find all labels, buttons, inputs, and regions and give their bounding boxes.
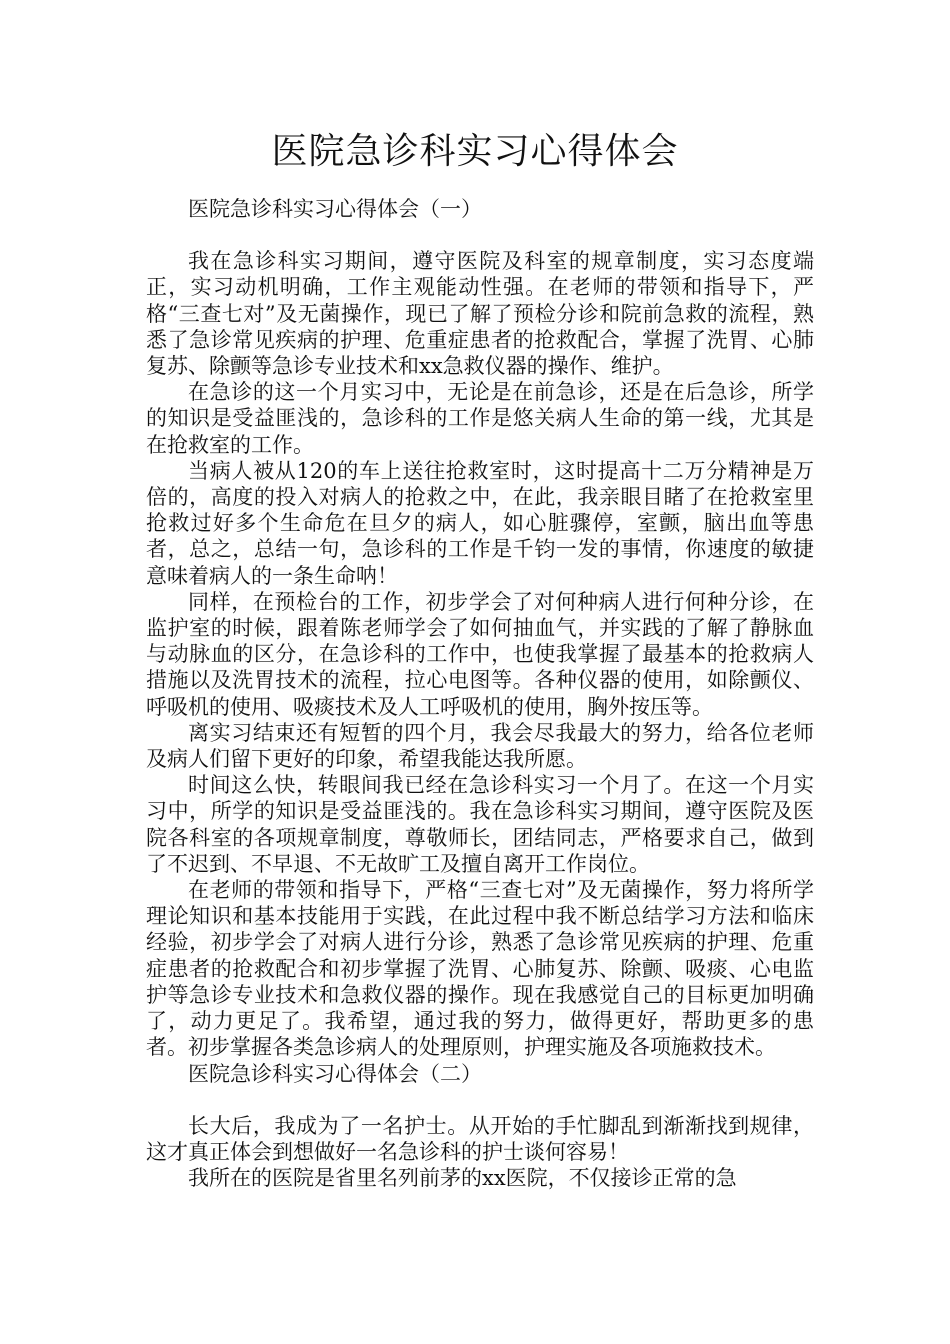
section-heading-1: 医院急诊科实习心得体会（一） xyxy=(188,197,482,221)
paragraph: 我所在的医院是省里名列前茅的xx医院，不仅接诊正常的急 xyxy=(188,1166,737,1191)
paragraph: 长大后，我成为了一名护士。从开始的手忙脚乱到渐渐找到规律，这才真正体会到想做好一名急诊科的护士谈何容易！ xyxy=(146,1113,814,1164)
document-title: 医院急诊科实习心得体会 xyxy=(271,131,679,172)
paragraph: 同样，在预检台的工作，初步学会了对何种病人进行何种分诊，在监护室的时候，跟着陈老师学会了如何抽血气，并实践的了解了静脉血与动脉血的区分，在急诊科的工作中，也使我掌握了最基本的抢救病人措施以及洗胃技术的流程，拉心电图等。各种仪器的使用，如除颤仪、呼吸机的使用、吸痰技术及人工呼吸机的使用，胸外按压等。 xyxy=(146,589,814,719)
paragraph: 时间这么快，转眼间我已经在急诊科实习一个月了。在这一个月实习中，所学的知识是受益匪浅的。我在急诊科实习期间，遵守医院及医院各科室的各项规章制度，尊敬师长，团结同志，严格要求自己，做到了不迟到、不早退、不无故旷工及擅自离开工作岗位。 xyxy=(146,773,814,876)
paragraph: 在急诊的这一个月实习中，无论是在前急诊，还是在后急诊，所学的知识是受益匪浅的，急诊科的工作是悠关病人生命的第一线，尤其是在抢救室的工作。 xyxy=(146,380,814,457)
section-heading-2: 医院急诊科实习心得体会（二） xyxy=(188,1061,482,1086)
paragraph: 离实习结束还有短暂的四个月，我会尽我最大的努力，给各位老师及病人们留下更好的印象，希望我能达我所愿。 xyxy=(146,720,814,772)
paragraph: 我在急诊科实习期间，遵守医院及科室的规章制度，实习态度端正，实习动机明确，工作主观能动性强。在老师的带领和指导下，严格“三查七对”及无菌操作，现已了解了预检分诊和院前急救的流程，熟悉了急诊常见疾病的护理、危重症患者的抢救配合，掌握了洗胃、心肺复苏、除颤等急诊专业技术和xx急救仪器的操作、维护。 xyxy=(146,249,814,379)
paragraph: 在老师的带领和指导下，严格“三查七对”及无菌操作，努力将所学理论知识和基本技能用于实践，在此过程中我不断总结学习方法和临床经验，初步学会了对病人进行分诊，熟悉了急诊常见疾病的护理、危重症患者的抢救配合和初步掌握了洗胃、心肺复苏、除颤、吸痰、心电监护等急诊专业技术和急救仪器的操作。现在我感觉自己的目标更加明确了，动力更足了。我希望，通过我的努力，做得更好，帮助更多的患者。初步掌握各类急诊病人的处理原则，护理实施及各项施救技术。 xyxy=(146,878,814,1060)
paragraph: 当病人被从120的车上送往抢救室时，这时提高十二万分精神是万倍的，高度的投入对病人的抢救之中，在此，我亲眼目睹了在抢救室里抢救过好多个生命危在旦夕的病人，如心脏骤停，室颤，脑出血等患者，总之，总结一句，急诊科的工作是千钧一发的事情，你速度的敏捷意味着病人的一条生命呐！ xyxy=(146,458,814,588)
document-body xyxy=(146,196,814,1191)
